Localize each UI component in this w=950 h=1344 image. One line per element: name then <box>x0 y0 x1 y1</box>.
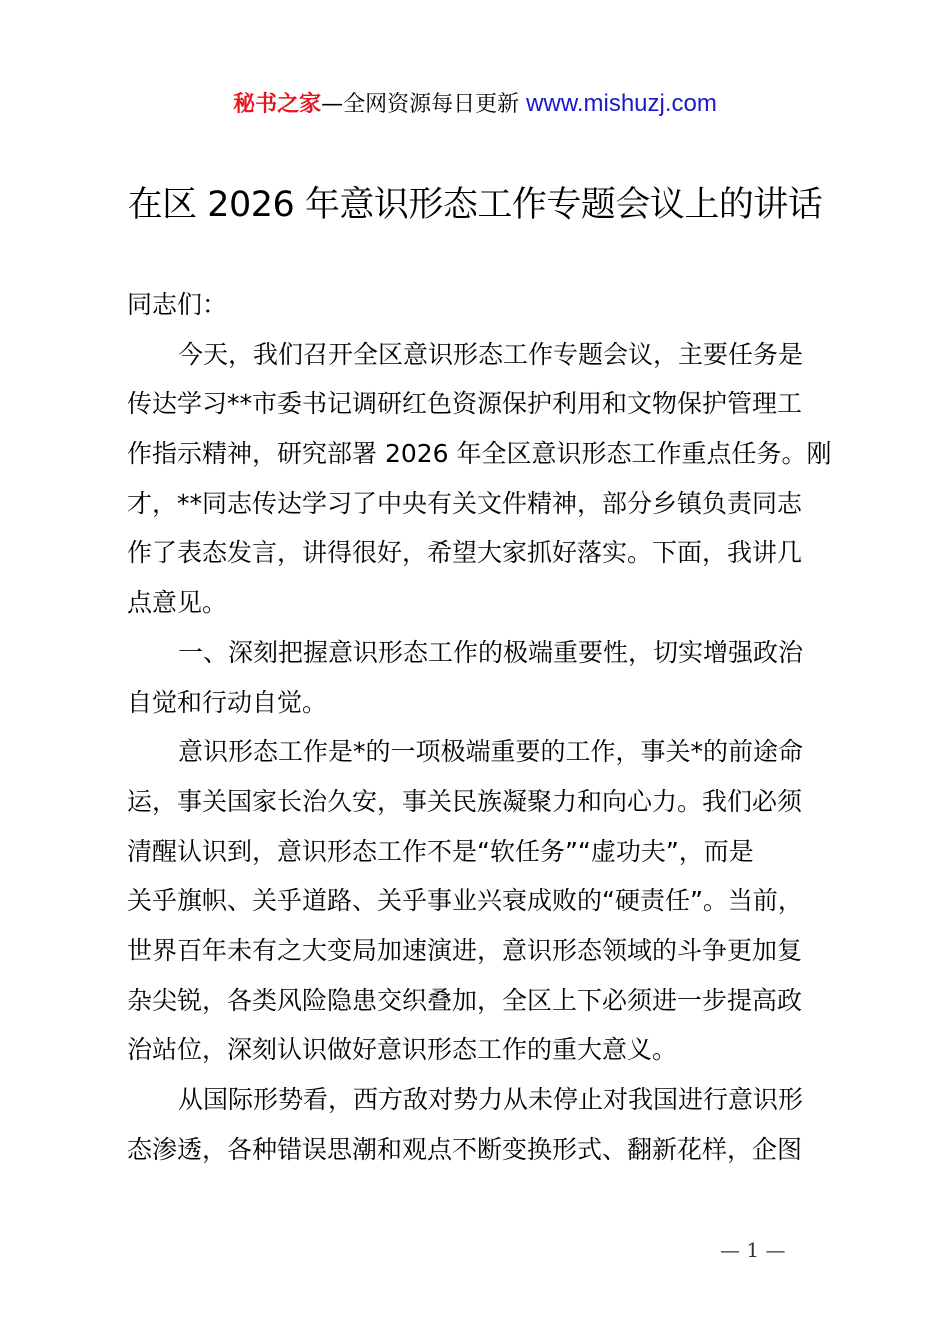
text-line: 关乎旗帜、关乎道路、关乎事业兴衰成败的“硬责任”。当前， <box>127 886 803 916</box>
text-line: 作了表态发言，讲得很好，希望大家抓好落实。下面，我讲几 <box>127 538 803 568</box>
text-line: 杂尖锐，各类风险隐患交织叠加，全区上下必须进一步提高政 <box>127 985 803 1015</box>
text-line: 作指示精神，研究部署 2026 年全区意识形态工作重点任务。刚 <box>127 439 832 469</box>
page-number: — 1 — <box>720 1238 786 1262</box>
text-line: 世界百年未有之大变局加速演进，意识形态领域的斗争更加复 <box>127 935 803 965</box>
text-line: 同志们： <box>127 290 228 319</box>
text-line: 传达学习**市委书记调研红色资源保护利用和文物保护管理工 <box>127 389 803 419</box>
site-header <box>0 88 950 121</box>
text-line: 才，**同志传达学习了中央有关文件精神，部分乡镇负责同志 <box>127 488 803 518</box>
text-line: 态渗透，各种错误思潮和观点不断变换形式、翻新花样，企图 <box>127 1134 803 1164</box>
document-title: 在区 2026 年意识形态工作专题会议上的讲话 <box>127 185 823 225</box>
text-line: 意识形态工作是*的一项极端重要的工作，事关*的前途命 <box>178 737 804 767</box>
text-line: 今天，我们召开全区意识形态工作专题会议，主要任务是 <box>178 339 804 369</box>
site-url-link[interactable]: www.mishuzj.com <box>526 90 717 117</box>
text-line: 清醒认识到，意识形态工作不是“软任务”“虚功夫”，而是 <box>127 836 754 866</box>
text-line: 从国际形势看，西方敌对势力从未停止对我国进行意识形 <box>178 1085 804 1114</box>
text-line: 点意见。 <box>127 588 228 618</box>
text-line: 自觉和行动自觉。 <box>127 687 328 717</box>
text-line: 治站位，深刻认识做好意识形态工作的重大意义。 <box>127 1035 678 1065</box>
document-body <box>127 280 867 1174</box>
brand-name: 秘书之家 <box>233 92 322 117</box>
header-tagline: —全网资源每日更新 <box>321 92 520 117</box>
text-line: 运，事关国家长治久安，事关民族凝聚力和向心力。我们必须 <box>127 786 803 816</box>
text-line: 一、深刻把握意识形态工作的极端重要性，切实增强政治 <box>178 637 804 667</box>
